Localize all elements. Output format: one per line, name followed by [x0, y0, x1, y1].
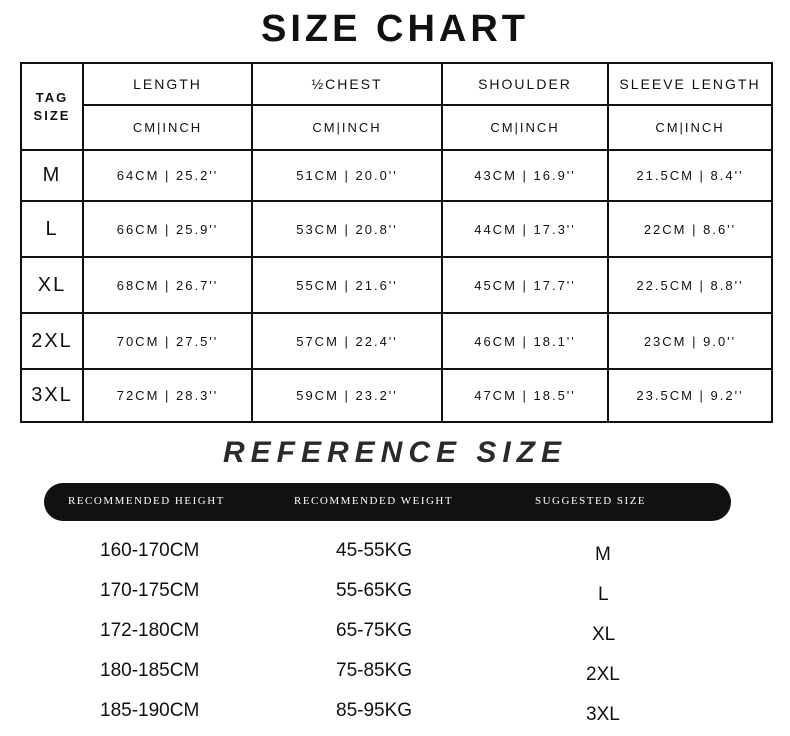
unit-row	[21, 105, 772, 150]
sleeve-value: 23CM | 9.0''	[608, 313, 772, 369]
weight-value: 75-85KG	[336, 660, 413, 681]
length-value: 64CM | 25.2''	[83, 150, 252, 201]
table-row	[21, 257, 772, 313]
unit-label: CM|INCH	[442, 105, 608, 150]
unit-label: CM|INCH	[83, 105, 252, 150]
size-label: L	[21, 201, 83, 257]
chest-value: 59CM | 23.2''	[252, 369, 442, 422]
suggested-size-value: 2XL	[586, 664, 620, 685]
column-header-half-chest: ½CHEST	[252, 63, 442, 105]
suggested-size-value: XL	[592, 624, 616, 645]
suggested-size-value: L	[598, 584, 609, 605]
size-label: 3XL	[21, 369, 83, 422]
shoulder-value: 43CM | 16.9''	[442, 150, 608, 201]
column-header-length: LENGTH	[83, 63, 252, 105]
table-header-row	[21, 63, 772, 105]
column-header-sleeve-length: SLEEVE LENGTH	[608, 63, 772, 105]
size-label: XL	[21, 257, 83, 313]
header-recommended-weight: RECOMMENDED WEIGHT	[294, 495, 454, 507]
length-value: 68CM | 26.7''	[83, 257, 252, 313]
height-value: 185-190CM	[100, 700, 200, 721]
weight-value: 45-55KG	[336, 540, 413, 561]
weight-value: 65-75KG	[336, 620, 413, 641]
shoulder-value: 45CM | 17.7''	[442, 257, 608, 313]
unit-label: CM|INCH	[608, 105, 772, 150]
shoulder-value: 47CM | 18.5''	[442, 369, 608, 422]
table-row	[21, 150, 772, 201]
table-row	[21, 201, 772, 257]
shoulder-value: 46CM | 18.1''	[442, 313, 608, 369]
tag-size-header: TAG SIZE	[21, 63, 83, 150]
header-recommended-height: RECOMMENDED HEIGHT	[68, 495, 225, 507]
chest-value: 53CM | 20.8''	[252, 201, 442, 257]
chest-value: 57CM | 22.4''	[252, 313, 442, 369]
height-value: 180-185CM	[100, 660, 200, 681]
sleeve-value: 23.5CM | 9.2''	[608, 369, 772, 422]
reference-header-bar	[44, 483, 731, 521]
length-value: 66CM | 25.9''	[83, 201, 252, 257]
suggested-size-value: M	[595, 544, 611, 565]
height-value: 160-170CM	[100, 540, 200, 561]
page-title: SIZE CHART	[261, 8, 529, 50]
sleeve-value: 22.5CM | 8.8''	[608, 257, 772, 313]
table-row	[21, 369, 772, 422]
chest-value: 55CM | 21.6''	[252, 257, 442, 313]
sleeve-value: 22CM | 8.6''	[608, 201, 772, 257]
size-label: M	[21, 150, 83, 201]
column-header-shoulder: SHOULDER	[442, 63, 608, 105]
reference-size-title: REFERENCE SIZE	[222, 436, 568, 469]
header-suggested-size: SUGGESTED SIZE	[535, 495, 647, 507]
weight-value: 85-95KG	[336, 700, 413, 721]
length-value: 72CM | 28.3''	[83, 369, 252, 422]
size-label: 2XL	[21, 313, 83, 369]
sleeve-value: 21.5CM | 8.4''	[608, 150, 772, 201]
height-value: 172-180CM	[100, 620, 200, 641]
size-chart-table	[20, 62, 773, 423]
length-value: 70CM | 27.5''	[83, 313, 252, 369]
height-value: 170-175CM	[100, 580, 200, 601]
suggested-size-value: 3XL	[586, 704, 620, 725]
weight-value: 55-65KG	[336, 580, 413, 601]
shoulder-value: 44CM | 17.3''	[442, 201, 608, 257]
table-row	[21, 313, 772, 369]
chest-value: 51CM | 20.0''	[252, 150, 442, 201]
unit-label: CM|INCH	[252, 105, 442, 150]
